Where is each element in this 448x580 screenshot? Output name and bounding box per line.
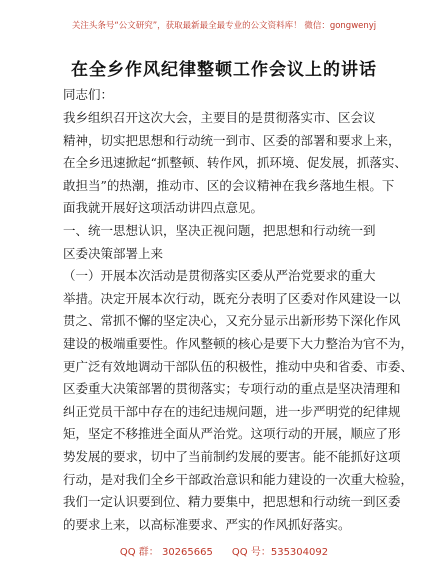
footer-contact: QQ 群： 30265665 QQ 号：535304092	[119, 547, 329, 558]
body-line: 面我就开展好这项活动讲四点意见。	[63, 200, 264, 216]
body-line: 我乡组织召开这次大会，主要目的是贯彻落实市、区会议	[63, 110, 376, 125]
body-line: 区委决策部署上来	[63, 245, 164, 261]
body-line: 敢担当”的热潮，推动市、区的会议精神在我乡落地生根。下	[63, 177, 395, 193]
body-line: 一、统一思想认识，坚决正视问题，把思想和行动统一到	[63, 222, 376, 238]
body-line: 的要求上来，以高标准要求、严实的作风抓好落实。	[63, 516, 351, 532]
body-line: 纠正党员干部中存在的违纪违规问题，进一步严明党的纪律规	[63, 403, 401, 419]
speech-body	[63, 107, 414, 536]
body-line: 我们一定认识要到位、精力要集中，把思想和行动统一到区委	[63, 494, 401, 510]
body-line: 更广泛有效地调动干部队伍的积极性，推动中央和省委、市委、	[63, 358, 414, 374]
body-line: 精神，切实把思想和行动统一到市、区委的部署和要求上来，	[63, 132, 401, 148]
body-line: 区委重大决策部署的贯彻落实；专项行动的重点是坚决清理和	[63, 381, 401, 397]
body-line: （一）开展本次活动是贯彻落实区委从严治党要求的重大	[63, 268, 376, 284]
body-line: 建设的极端重要性。作风整顿的核心是要下大力整治为官不为，	[63, 335, 414, 351]
body-line: 在全乡迅速掀起“抓整顿、转作风，抓环境、促发展，抓落实、	[63, 155, 407, 171]
body-line: 行动，是对我们全乡干部政治意识和能力建设的一次重大检验，	[63, 471, 414, 487]
header-banner: 关注头条号“公文研究”，获取最新最全最专业的公文资料库！ 微信：gongwenyj	[71, 21, 377, 31]
body-line: 矩，坚定不移推进全面从严治党。这项行动的开展，顺应了形	[63, 426, 401, 442]
page-title: 在全乡作风纪律整顿工作会议上的讲话	[71, 60, 377, 80]
salutation: 同志们：	[63, 87, 114, 102]
body-line: 贯之、常抓不懈的坚定决心，又充分显示出新形势下深化作风	[63, 313, 401, 329]
body-line: 举措。决定开展本次行动，既充分表明了区委对作风建设一以	[63, 290, 401, 306]
body-line: 势发展的要求，切中了当前制约发展的要害。能不能抓好这项	[63, 448, 401, 464]
